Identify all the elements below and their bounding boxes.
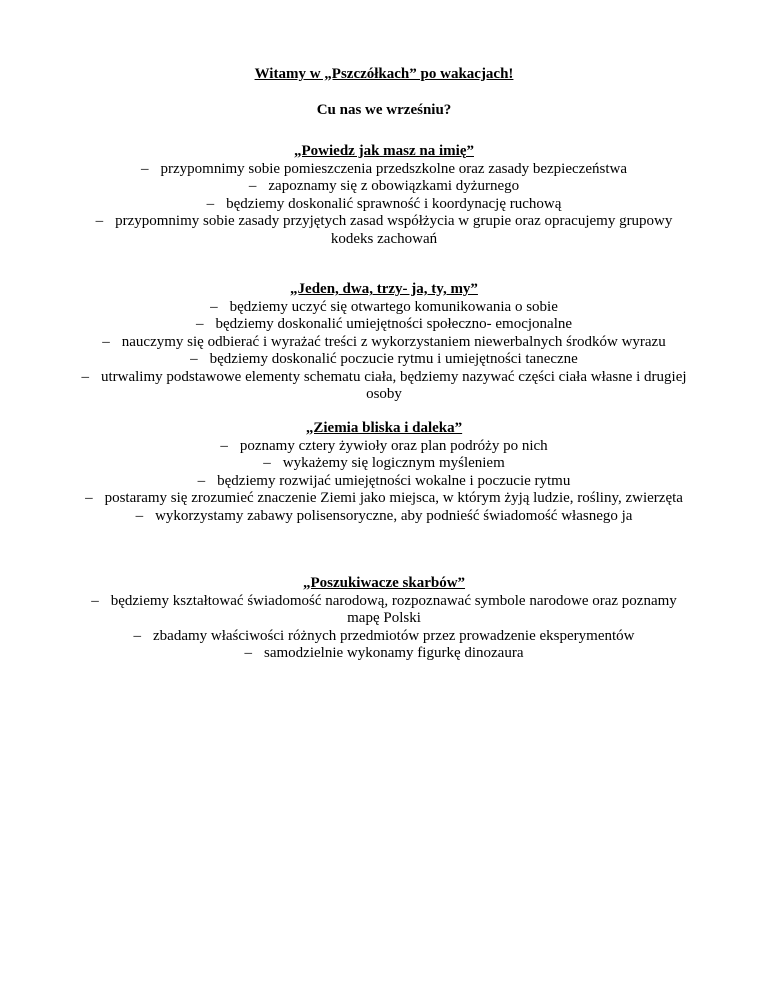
section-poszukiwacze-skarbow: [80, 575, 688, 663]
list-item: [80, 299, 688, 317]
list-item-text: zbadamy właściwości różnych przedmiotów przez prowadzenie eksperymentów: [153, 627, 635, 644]
list-item-text: poznamy cztery żywioły oraz plan podróży po nich: [239, 437, 548, 454]
page-subtitle: Cu nas we wrześniu?: [316, 102, 452, 118]
list-item-text: przypomnimy sobie zasady przyjętych zasad współżycia w grupie oraz opracujemy grupowy kodeks zachowań: [115, 213, 673, 247]
dash-bullet: –: [102, 333, 110, 350]
list-item: [80, 473, 688, 491]
list-item: [80, 178, 688, 196]
dash-bullet: –: [244, 645, 252, 661]
list-item: [80, 438, 688, 456]
list-item: [80, 369, 688, 404]
dash-bullet: –: [220, 437, 228, 454]
page-title: Witamy w „Pszczółkach” po wakacjach!: [254, 66, 514, 82]
dash-bullet: –: [91, 592, 99, 609]
list-item: [80, 213, 688, 248]
dash-bullet: –: [197, 472, 206, 489]
section-jeden-dwa-trzy: [80, 281, 688, 404]
list-item: [80, 351, 688, 369]
dash-bullet: –: [190, 351, 198, 367]
list-item-text: samodzielnie wykonamy figurkę dinozaura: [264, 645, 524, 661]
list-item: [80, 508, 688, 526]
list-item: [80, 455, 688, 473]
list-item-text: będziemy rozwijać umiejętności wokalne i poczucie rytmu: [217, 472, 571, 489]
dash-bullet: –: [248, 178, 257, 194]
list-item-text: będziemy doskonalić sprawność i koordynację ruchową: [226, 195, 562, 212]
section-title: „Poszukiwacze skarbów”: [302, 575, 466, 591]
list-item: [80, 196, 688, 214]
list-item: [80, 490, 688, 508]
dash-bullet: –: [141, 160, 149, 177]
dash-bullet: –: [95, 213, 104, 229]
section-ziemia-bliska-i-daleka: [80, 420, 688, 525]
list-item: [80, 161, 688, 179]
dash-bullet: –: [210, 298, 218, 315]
list-item: [80, 334, 688, 352]
list-item-text: wykażemy się logicznym myśleniem: [282, 455, 505, 471]
list-item-text: postaramy się zrozumieć znaczenie Ziemi jako miejsca, w którym żyją ludzie, rośliny, zwierzęta: [104, 490, 683, 506]
dash-bullet: –: [85, 490, 93, 506]
list-item-text: przypomnimy sobie pomieszczenia przedszkolne oraz zasady bezpieczeństwa: [160, 160, 627, 177]
dash-bullet: –: [263, 455, 271, 471]
list-item-text: będziemy doskonalić umiejętności społeczno- emocjonalne: [215, 316, 573, 332]
list-item: [80, 645, 688, 663]
section-title: „Jeden, dwa, trzy- ja, ty, my”: [290, 281, 478, 297]
list-item-text: nauczymy się odbierać i wyrażać treści z wykorzystaniem niewerbalnych środków wyrazu: [121, 333, 666, 350]
list-item: [80, 316, 688, 334]
list-item-text: zapoznamy się z obowiązkami dyżurnego: [268, 178, 520, 194]
dash-bullet: –: [135, 507, 144, 524]
list-item-text: będziemy kształtować świadomość narodową, rozpoznawać symbole narodowe oraz poznamy mapę Polski: [110, 592, 677, 626]
list-item: [80, 593, 688, 628]
list-item-text: będziemy uczyć się otwartego komunikowania o sobie: [229, 298, 558, 315]
list-item-text: będziemy doskonalić poczucie rytmu i umiejętności taneczne: [209, 351, 578, 367]
dash-bullet: –: [195, 316, 204, 332]
list-item: [80, 628, 688, 646]
section-title: „Powiedz jak masz na imię”: [294, 143, 474, 159]
section-powiedz-jak-masz-na-imie: [80, 143, 688, 248]
list-item-text: wykorzystamy zabawy polisensoryczne, aby podnieść świadomość własnego ja: [155, 507, 633, 524]
list-item-text: utrwalimy podstawowe elementy schematu ciała, będziemy nazywać części ciała własne i drugiej osoby: [100, 368, 687, 402]
section-title: „Ziemia bliska i daleka”: [305, 420, 463, 436]
dash-bullet: –: [81, 368, 89, 385]
dash-bullet: –: [206, 195, 215, 212]
dash-bullet: –: [133, 627, 141, 644]
